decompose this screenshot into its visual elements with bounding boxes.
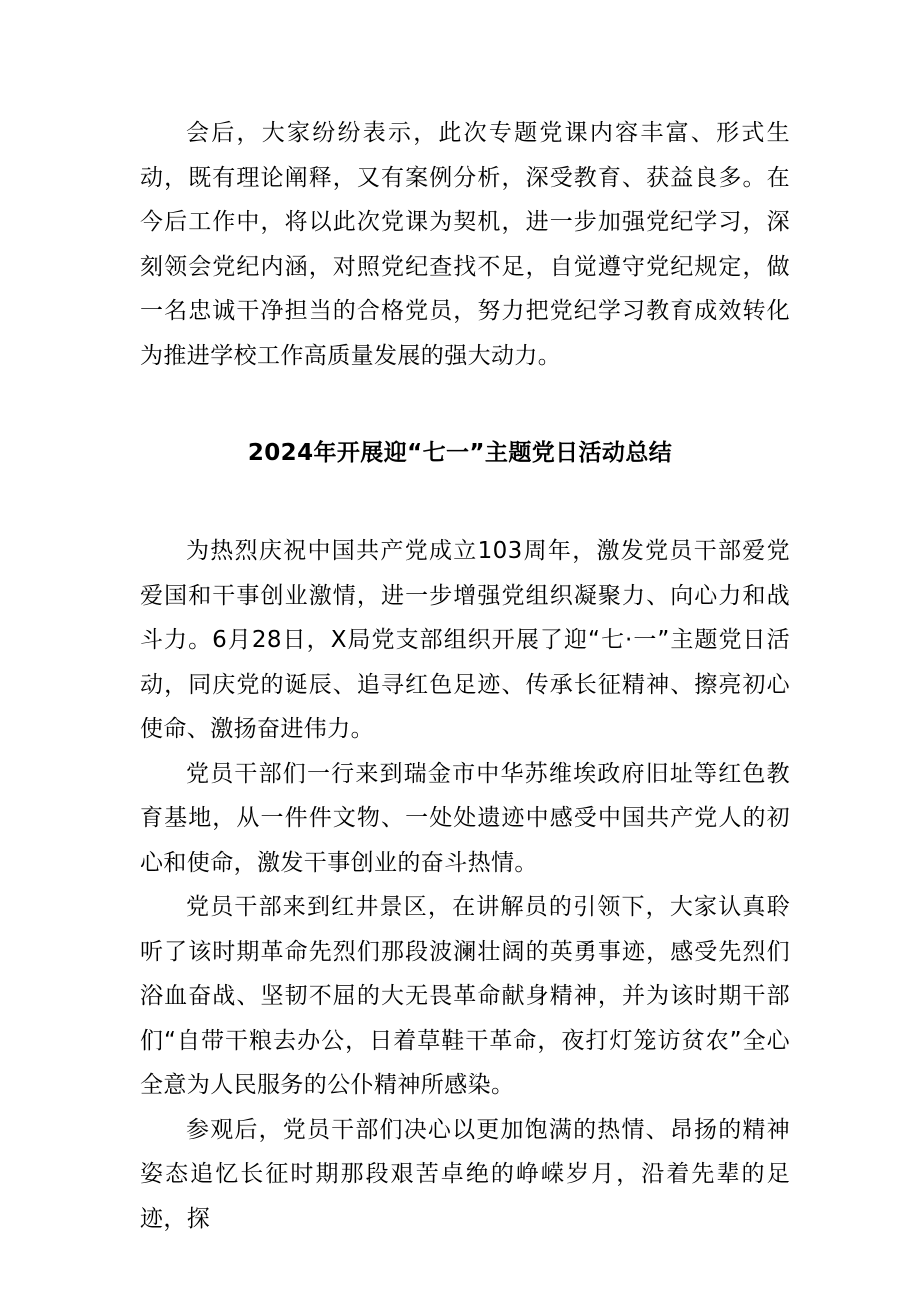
paragraph-after-visit: 参观后，党员干部们决心以更加饱满的热情、昂扬的精神姿态追忆长征时期那段艰苦卓绝的峥嵘岁月，沿着先辈的足迹，探 — [140, 1116, 790, 1232]
previous-article-ending — [140, 111, 790, 378]
paragraph-red-well-scenic-area: 党员干部来到红井景区，在讲解员的引领下，大家认真聆听了该时期革命先烈们那段波澜壮阔的英勇事迹，感受先烈们浴血奋战、坚韧不屈的大无畏革命献身精神，并为该时期干部们“自带干粮去办公，日着草鞋干革命，夜打灯笼访贫农”全心全意为人民服务的公仆精神所感染。 — [140, 894, 790, 1098]
paragraph-red-base-visit: 党员干部们一行来到瑞金市中华苏维埃政府旧址等红色教育基地，从一件件文物、一处处遗迹中感受中国共产党人的初心和使命，激发干事创业的奋斗热情。 — [140, 760, 790, 876]
paragraph-meeting-conclusion: 会后，大家纷纷表示，此次专题党课内容丰富、形式生动，既有理论阐释，又有案例分析，深受教育、获益良多。在今后工作中，将以此次党课为契机，进一步加强党纪学习，深刻领会党纪内涵，对照党纪查找不足，自觉遵守党纪规定，做一名忠诚干净担当的合格党员，努力把党纪学习教育成效转化为推进学校工作高质量发展的强大动力。 — [140, 120, 790, 369]
document-title: 2024年开展迎“七一”主题党日活动总结 — [247, 440, 673, 466]
document-body — [140, 529, 790, 1241]
paragraph-intro: 为热烈庆祝中国共产党成立103周年，激发党员干部爱党爱国和干事创业激情，进一步增强党组织凝聚力、向心力和战斗力。6月28日，X局党支部组织开展了迎“七·一”主题党日活动，同庆党的诞辰、追寻红色足迹、传承长征精神、擦亮初心使命、激扬奋进伟力。 — [140, 538, 790, 742]
